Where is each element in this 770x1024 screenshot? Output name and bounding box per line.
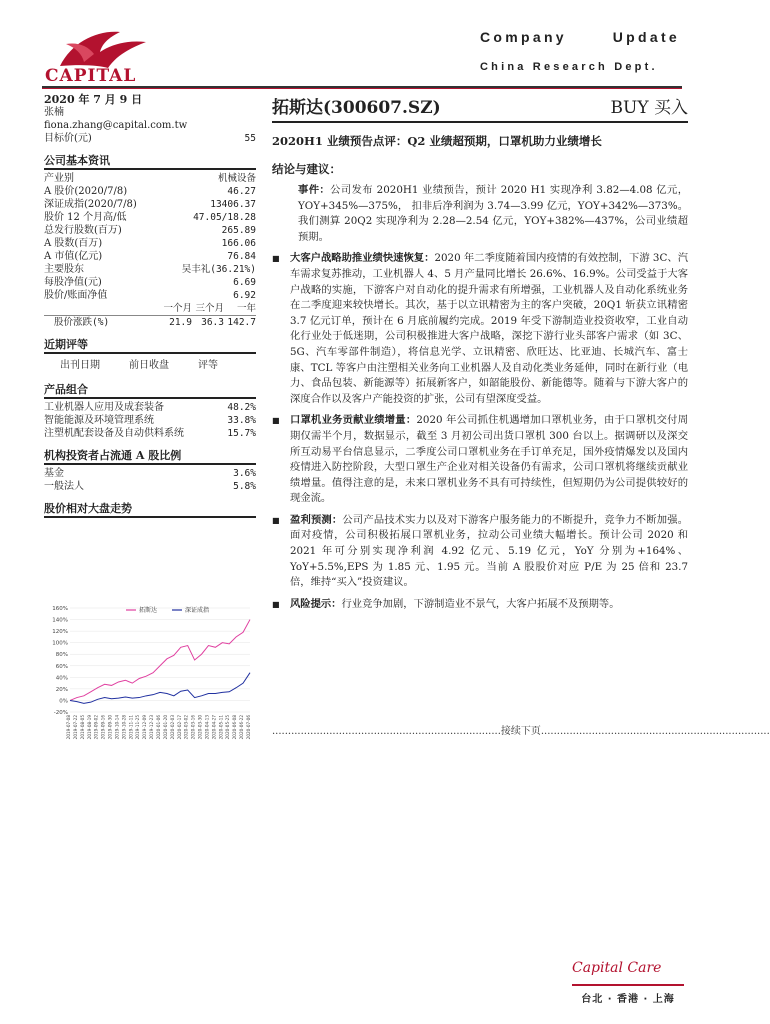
- chart-x-tick-label: 2019-07-22: [72, 715, 78, 740]
- chart-x-tick-label: 2020-01-20: [162, 715, 168, 740]
- basic-info-value: 机械设备: [217, 173, 256, 184]
- rating-badge: BUY 买入: [610, 98, 688, 118]
- product-row: [44, 414, 256, 427]
- continue-dots-left: ........................................................................: [272, 726, 501, 737]
- perf-header-3m: 三个月: [195, 303, 224, 314]
- product-row: [44, 427, 256, 440]
- target-price-label: 目标价(元): [44, 133, 92, 144]
- bullet-text: 2020 年二季度随着国内疫情的有效控制，下游 3C、汽车需求复苏推动，工业机器人 4、5 月产量同比增长 26.6%、16.9%。公司受益于大客户战略的实施，下游客户对自动化的提升需求有所增强，工业机器人及自动化系统业务在二季度迎来较快增长。其次，基于以立讯精密为主的客户突破，20Q1 斩获立讯精密 3.7 亿元订单，预计在 6 月底前履约完成。2019 年受下游制造业投资收窄，工业自动化行业处于低迷期，公司积极推进大客户战略，深挖下游行业头部客户需求（如 3C、5G、汽车零部件制造），将信息光学、立讯精密、欣旺达、比亚迪、长城汽车、富士康、TCL 等客户由注塑相关业务向工业机器人及自动化类业务延伸，同时在新行业（电力、食品包装、新能源等）拓展新客户，如韶能股份、新能德等。随着与下游大客户的深度合作以及客户产能投资的扩张，公司有望深度受益。: [290, 252, 688, 405]
- chart-x-tick-label: 2019-11-25: [135, 715, 141, 740]
- basic-info-row: [44, 250, 256, 263]
- basic-info-row: [44, 185, 256, 198]
- basic-info-value: 76.84: [227, 251, 256, 262]
- basic-info-row: [44, 211, 256, 224]
- chart-grid: [70, 608, 250, 712]
- event-label: 事件：: [298, 184, 331, 196]
- basic-info-label: 股价 12 个月高/低: [44, 212, 127, 223]
- basic-info-row: [44, 172, 256, 185]
- bullet-paragraph: [290, 413, 688, 507]
- chart-x-tick-label: 2020-02-03: [169, 715, 175, 740]
- chart-y-tick-label: 140%: [52, 617, 68, 624]
- basic-info-row: [44, 237, 256, 250]
- bullet-label: 风险提示：: [290, 597, 342, 610]
- main-content: [272, 93, 688, 612]
- institutional-value: 5.8%: [233, 481, 256, 492]
- basic-info-value: 265.89: [221, 225, 256, 236]
- sidebar: [44, 93, 256, 520]
- perf-header-1m: 一个月: [163, 303, 192, 314]
- chart-x-tick-label: 2020-05-25: [225, 715, 231, 740]
- chart-x-tick-label: 2019-09-16: [100, 715, 106, 740]
- basic-info-heading: 公司基本资讯: [44, 154, 256, 170]
- chart-x-tick-label: 2019-12-09: [142, 715, 148, 740]
- basic-info-label: 每股净值(元): [44, 277, 102, 288]
- chart-x-tick-label: 2019-12-23: [149, 715, 155, 740]
- bullet-item: [272, 513, 688, 591]
- bullet-item: [272, 597, 688, 613]
- header-title-company: Company: [480, 29, 567, 45]
- ratings-columns: [44, 356, 256, 374]
- ratings-heading: 近期评等: [44, 338, 256, 354]
- chart-y-ticks: [52, 606, 68, 716]
- perf-value-1m: 21.9: [169, 317, 192, 328]
- institutional-row: [44, 480, 256, 493]
- bullet-item: [272, 251, 688, 407]
- bullet-paragraph: [290, 251, 688, 407]
- basic-info-row: [44, 224, 256, 237]
- chart-x-tick-label: 2019-09-02: [93, 715, 99, 740]
- header-subtitle: China Research Dept.: [480, 61, 658, 73]
- target-price-row: [44, 132, 256, 145]
- bullet-paragraph: [290, 597, 620, 613]
- ratings-col-rating: 评等: [198, 359, 218, 371]
- chart-x-tick-label: 2019-10-28: [121, 715, 127, 740]
- perf-label: 股价涨跌(%): [54, 317, 110, 328]
- chart-y-tick-label: 0%: [59, 698, 68, 705]
- basic-info-value: 47.05/18.28: [193, 212, 256, 223]
- basic-info-label: 总发行股数(百万): [44, 225, 122, 236]
- chart-x-tick-label: 2019-11-11: [128, 715, 134, 740]
- chart-x-tick-label: 2019-09-30: [107, 715, 113, 740]
- product-value: 33.8%: [227, 415, 256, 426]
- basic-info-value: 6.69: [233, 277, 256, 288]
- conclusion-heading: 结论与建议：: [272, 162, 341, 176]
- chart-y-tick-label: 100%: [52, 640, 68, 647]
- chart-lines: [70, 620, 250, 704]
- basic-info-label: 主要股东: [44, 264, 84, 275]
- header-title-update: Update: [612, 29, 680, 45]
- footer-brand: Capital Care: [572, 960, 662, 976]
- chart-x-tick-label: 2020-03-02: [183, 715, 189, 740]
- basic-info-value: 166.06: [221, 238, 256, 249]
- basic-info-label: 股价/账面净值: [44, 290, 108, 301]
- basic-info-value: 吴丰礼(36.21%): [181, 264, 256, 275]
- institutional-table: [44, 467, 256, 493]
- product-row: [44, 401, 256, 414]
- product-label: 注塑机配套设备及自动供料系统: [44, 428, 184, 439]
- basic-info-value: 6.92: [233, 290, 256, 301]
- chart-x-tick-label: 2020-03-30: [197, 715, 203, 740]
- bullet-text: 2020 年公司抓住机遇增加口罩机业务，由于口罩机交付周期仅需半个月，数据显示，截至 3 月初公司出货口罩机 300 台以上。据调研以及深交所互动易平台信息显示，二季度公司口罩机业务在手订单充足，国外疫情爆发以及国内疫情进入防控阶段，大型口罩生产企业对相关设备仍有需求，公司口罩机将继续贡献业绩增量。值得注意的是，未来口罩机业务不具有可持续性，但短期仍为公司提供较好的现金流。: [290, 414, 689, 505]
- chart-y-tick-label: 80%: [55, 652, 68, 659]
- chart-legend-label: 拓斯达: [139, 607, 158, 614]
- bullet-label: 盈利预测：: [290, 513, 343, 526]
- institutional-row: [44, 467, 256, 480]
- bullet-item: [272, 413, 688, 507]
- bullet-list: [272, 251, 688, 612]
- product-label: 工业机器人应用及成套装备: [44, 402, 164, 413]
- report-title: 2020H1 业绩预告点评：Q2 业绩超预期，口罩机助力业绩增长: [272, 134, 602, 148]
- bullet-text: 公司产品技术实力以及对下游客户服务能力的不断提升，竞争力不断加强。面对疫情，公司积极拓展口罩机业务，拉动公司业绩大幅增长。预计公司 2020 和 2021 年可分别实现净利润 4.92 亿元、5.19 亿元，YoY 分别为+164%、YoY+5.5%,EPS 为 1.85 元、1.95 元。当前 A 股股价对应 P/E 为 25 倍和 23.7 倍，维持“买入”投资建议。: [290, 513, 689, 589]
- logo-text: CAPITAL: [45, 66, 137, 86]
- chart-heading: 股价相对大盘走势: [44, 502, 256, 518]
- report-date: 2020 年 7 月 9 日: [44, 93, 143, 106]
- institutional-label: 基金: [44, 468, 64, 479]
- chart-x-tick-label: 2020-04-27: [211, 715, 217, 740]
- perf-header-1y: 一年: [236, 303, 256, 314]
- institutional-value: 3.6%: [233, 468, 256, 479]
- chart-legend: [126, 606, 209, 614]
- chart-x-tick-label: 2019-08-19: [86, 715, 92, 740]
- bullet-square-icon: ■: [272, 515, 280, 525]
- perf-value-row: [44, 315, 256, 329]
- target-price-value: 55: [244, 133, 256, 144]
- perf-value-3m: 36.3: [201, 317, 224, 328]
- chart-x-tick-label: 2019-10-14: [114, 715, 120, 740]
- chart-series-line: [70, 620, 250, 701]
- bullet-square-icon: ■: [272, 416, 280, 426]
- basic-info-row: [44, 276, 256, 289]
- bullet-square-icon: ■: [272, 599, 280, 609]
- chart-x-tick-label: 2020-02-17: [176, 715, 182, 740]
- basic-info-row: [44, 263, 256, 276]
- product-value: 48.2%: [227, 402, 256, 413]
- institutional-label: 一般法人: [44, 481, 84, 492]
- analyst-email[interactable]: fiona.zhang@capital.com.tw: [44, 120, 188, 131]
- basic-info-row: [44, 289, 256, 302]
- basic-info-value: 13406.37: [210, 199, 256, 210]
- bullet-square-icon: ■: [272, 254, 280, 264]
- price-chart: [44, 600, 256, 750]
- products-table: [44, 401, 256, 440]
- chart-legend-label: 深证成指: [185, 607, 210, 614]
- header-divider-accent: [42, 88, 682, 89]
- basic-info-value: 46.27: [227, 186, 256, 197]
- continue-dots-right: ........................................................................: [540, 726, 770, 737]
- company-name: 拓斯达(300607.SZ): [272, 98, 441, 118]
- chart-y-tick-label: 60%: [55, 663, 68, 670]
- bullet-label: 大客户战略助推业绩快速恢复：: [290, 252, 435, 265]
- footer-cities: 台北 · 香港 · 上海: [581, 994, 675, 1005]
- event-text: 公司发布 2020H1 业绩预告，预计 2020 H1 实现净利 3.82—4.08 亿元， YOY+345%—375%， 扣非后净利润为 3.74—3.99 亿元，YOY+342%—373%。我们测算 20Q2 实现净利为 2.28—2.54 亿元，YOY+382%—437%，公司业绩超预期。: [298, 184, 688, 243]
- perf-header-row: [44, 302, 256, 315]
- chart-y-tick-label: 20%: [55, 686, 68, 693]
- basic-info-label: A 股价(2020/7/8): [44, 186, 128, 197]
- chart-x-tick-label: 2020-07-06: [246, 715, 251, 740]
- chart-x-tick-label: 2019-08-05: [79, 715, 85, 740]
- footer-divider: [572, 984, 684, 986]
- chart-y-tick-label: 120%: [52, 629, 68, 636]
- basic-info-row: [44, 198, 256, 211]
- event-paragraph: [298, 183, 688, 245]
- chart-x-tick-label: 2020-06-08: [232, 715, 238, 740]
- bullet-label: 口罩机业务贡献业绩增量：: [290, 414, 417, 427]
- chart-x-tick-label: 2019-07-08: [66, 715, 71, 740]
- header-title: [480, 29, 680, 45]
- basic-info-label: 产业别: [44, 173, 74, 184]
- continue-line: [272, 722, 770, 737]
- basic-info-label: 深证成指(2020/7/8): [44, 199, 137, 210]
- product-value: 15.7%: [227, 428, 256, 439]
- product-label: 智能能源及环境管理系统: [44, 415, 154, 426]
- title-row: [272, 93, 688, 123]
- chart-y-tick-label: -20%: [53, 710, 68, 716]
- bullet-paragraph: [290, 513, 688, 591]
- chart-x-tick-label: 2020-06-22: [239, 715, 245, 740]
- analyst-name: 张楠: [44, 107, 64, 118]
- ratings-col-date: 出刊日期: [60, 359, 100, 371]
- chart-x-ticks: [66, 715, 251, 740]
- chart-x-tick-label: 2020-03-16: [190, 715, 196, 740]
- ratings-col-close: 前日收盘: [129, 359, 169, 371]
- bullet-text: 行业竞争加剧，下游制造业不景气，大客户拓展不及预期等。: [341, 597, 620, 610]
- basic-info-label: A 股数(百万): [44, 238, 103, 249]
- products-heading: 产品组合: [44, 383, 256, 399]
- perf-value-1y: 142.7: [227, 317, 256, 328]
- chart-y-tick-label: 40%: [55, 675, 68, 682]
- institutional-heading: 机构投资者占流通 A 股比例: [44, 449, 256, 465]
- chart-y-tick-label: 160%: [52, 606, 68, 612]
- chart-x-tick-label: 2020-04-13: [204, 715, 210, 740]
- basic-info-table: [44, 172, 256, 302]
- basic-info-label: A 市值(亿元): [44, 251, 103, 262]
- chart-x-tick-label: 2020-01-06: [156, 715, 161, 740]
- continue-text: 接续下页: [500, 726, 541, 737]
- chart-x-tick-label: 2020-05-11: [218, 715, 224, 740]
